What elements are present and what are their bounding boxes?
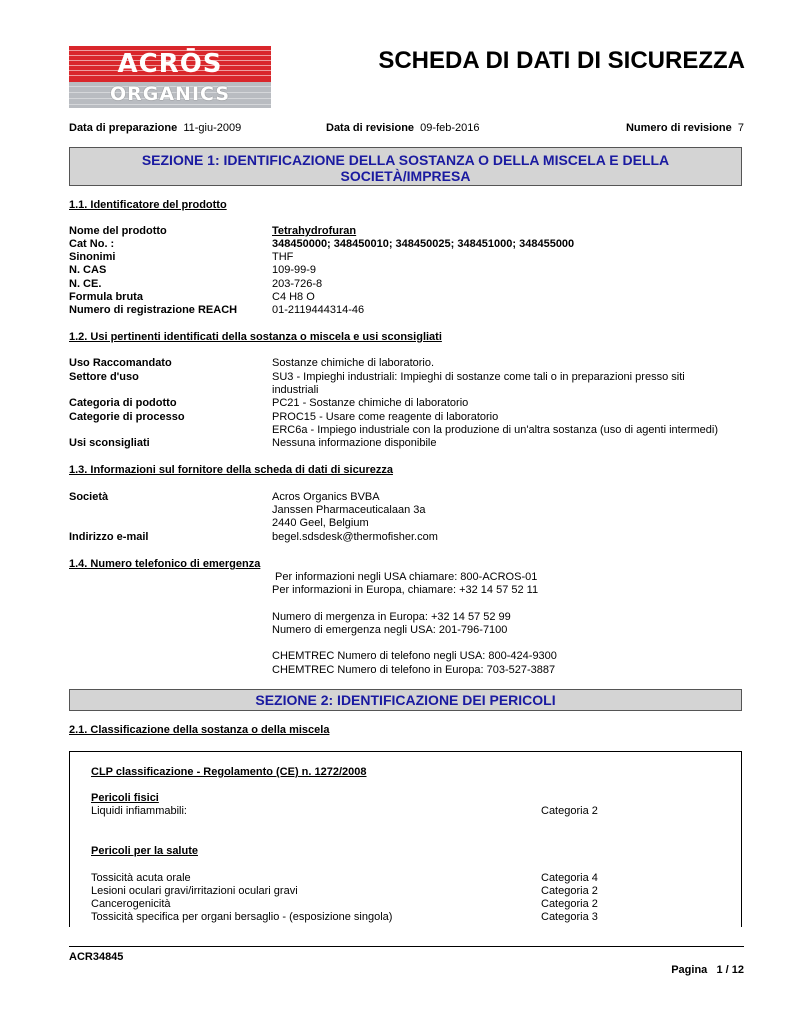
subsection-1-3-title: 1.3. Informazioni sul fornitore della scheda di dati di sicurezza	[69, 464, 393, 476]
health-hazards-title: Pericoli per la salute	[91, 845, 198, 857]
uses-advised-against-value: Nessuna informazione disponibile	[272, 437, 437, 449]
product-name-label: Nome del prodotto	[69, 225, 167, 237]
company-city: 2440 Geel, Belgium	[272, 517, 369, 529]
recommended-use-label: Uso Raccomandato	[69, 357, 172, 369]
logo-text-organics: ORGANICS	[109, 83, 231, 105]
section-1-title-line1: SEZIONE 1: IDENTIFICAZIONE DELLA SOSTANZA O DELLA MISCELA E DELLA	[141, 152, 670, 168]
preparation-date	[69, 122, 241, 134]
health-hazard-category: Categoria 2	[541, 885, 598, 897]
product-category-value: PC21 - Sostanze chimiche di laboratorio	[272, 397, 469, 409]
company-label: Società	[69, 491, 109, 503]
physical-hazards-title: Pericoli fisici	[91, 792, 159, 804]
preparation-date-value: 11-giu-2009	[183, 122, 242, 134]
emergency-europe-info: Per informazioni in Europa, chiamare: +32 14 57 52 11	[272, 584, 539, 596]
document-code: ACR34845	[69, 951, 124, 963]
section-2-title: SEZIONE 2: IDENTIFICAZIONE DEI PERICOLI	[255, 692, 556, 708]
synonyms-value: THF	[272, 251, 294, 263]
document-title: SCHEDA DI DATI DI SICUREZZA	[378, 47, 745, 74]
revision-date-value: 09-feb-2016	[420, 122, 480, 134]
chemtrec-europe-number: CHEMTREC Numero di telefono in Europa: 703-527-3887	[272, 664, 556, 676]
email-value[interactable]: begel.sdsdesk@thermofisher.com	[272, 531, 438, 543]
company-name: Acros Organics BVBA	[272, 491, 380, 503]
health-hazard-row: Tossicità specifica per organi bersaglio - (esposizione singola)	[91, 911, 393, 923]
health-hazard-category: Categoria 2	[541, 898, 598, 910]
revision-number-value: 7	[737, 122, 744, 134]
acros-organics-logo	[69, 46, 271, 108]
subsection-1-2-title: 1.2. Usi pertinenti identificati della sostanza o miscela e usi sconsigliati	[69, 331, 442, 343]
process-category-value-line1: PROC15 - Usare come reagente di laboratorio	[272, 411, 499, 423]
subsection-1-4-title: 1.4. Numero telefonico di emergenza	[69, 558, 261, 570]
logo-text-acros: ACRŌS	[117, 49, 223, 79]
sector-label: Settore d'uso	[69, 371, 139, 383]
emergency-usa-info: Per informazioni negli USA chiamare: 800-ACROS-01	[272, 571, 538, 583]
chemtrec-usa-number: CHEMTREC Numero di telefono negli USA: 800-424-9300	[272, 650, 557, 662]
flammable-liquids-category: Categoria 2	[541, 805, 598, 817]
formula-value: C4 H8 O	[272, 291, 315, 303]
flammable-liquids-hazard: Liquidi infiammabili:	[91, 805, 187, 817]
synonyms-label: Sinonimi	[69, 251, 116, 263]
uses-advised-against-label: Usi sconsigliati	[69, 437, 150, 449]
product-category-label: Categoria di podotto	[69, 397, 177, 409]
revision-number-label: Numero di revisione	[625, 122, 732, 134]
formula-label: Formula bruta	[69, 291, 143, 303]
page-label: Pagina	[671, 964, 708, 976]
product-name-value: Tetrahydrofuran	[272, 225, 357, 237]
section-2-header	[69, 689, 742, 711]
ce-label: N. CE.	[69, 278, 102, 290]
cat-no-value: 348450000; 348450010; 348450025; 348451000; 348455000	[272, 238, 575, 250]
revision-date	[326, 122, 480, 134]
section-1-title-line2: SOCIETÀ/IMPRESA	[340, 168, 471, 184]
cat-no-label: Cat No. :	[69, 238, 115, 250]
email-label: Indirizzo e-mail	[69, 531, 149, 543]
clp-title: CLP classificazione - Regolamento (CE) n. 1272/2008	[91, 766, 367, 778]
ce-value: 203-726-8	[272, 278, 323, 290]
recommended-use-value: Sostanze chimiche di laboratorio.	[272, 357, 435, 369]
health-hazard-row: Lesioni oculari gravi/irritazioni oculari gravi	[91, 885, 298, 897]
cas-label: N. CAS	[69, 264, 107, 276]
company-street: Janssen Pharmaceuticalaan 3a	[272, 504, 426, 516]
sector-value-line2: industriali	[272, 384, 319, 396]
health-hazard-row: Tossicità acuta orale	[91, 872, 191, 884]
emergency-usa-number: Numero di emergenza negli USA: 201-796-7100	[272, 624, 508, 636]
cas-value: 109-99-9	[272, 264, 317, 276]
health-hazard-category: Categoria 3	[541, 911, 598, 923]
health-hazard-row: Cancerogenicità	[91, 898, 171, 910]
sector-value-line1: SU3 - Impieghi industriali: Impieghi di sostanze come tali o in preparazioni presso siti	[272, 371, 685, 383]
reach-label: Numero di registrazione REACH	[69, 304, 238, 316]
page-number	[600, 964, 744, 976]
section-1-header	[69, 147, 742, 186]
emergency-europe-number: Numero di mergenza in Europa: +32 14 57 52 99	[272, 611, 511, 623]
preparation-date-label: Data di preparazione	[69, 122, 178, 134]
health-hazard-category: Categoria 4	[541, 872, 598, 884]
logo-top-band	[69, 46, 271, 82]
process-category-value-line2: ERC6a - Impiego industriale con la produzione di un'altra sostanza (uso di agenti intermedi)	[272, 424, 719, 436]
page-value: 1 / 12	[716, 964, 744, 976]
revision-date-label: Data di revisione	[326, 122, 415, 134]
subsection-2-1-title: 2.1. Classificazione della sostanza o della miscela	[69, 724, 330, 736]
subsection-1-1-title: 1.1. Identificatore del prodotto	[69, 199, 227, 211]
footer-rule	[69, 946, 744, 947]
revision-number	[560, 122, 744, 134]
reach-value: 01-2119444314-46	[272, 304, 365, 316]
process-category-label: Categorie di processo	[69, 411, 185, 423]
